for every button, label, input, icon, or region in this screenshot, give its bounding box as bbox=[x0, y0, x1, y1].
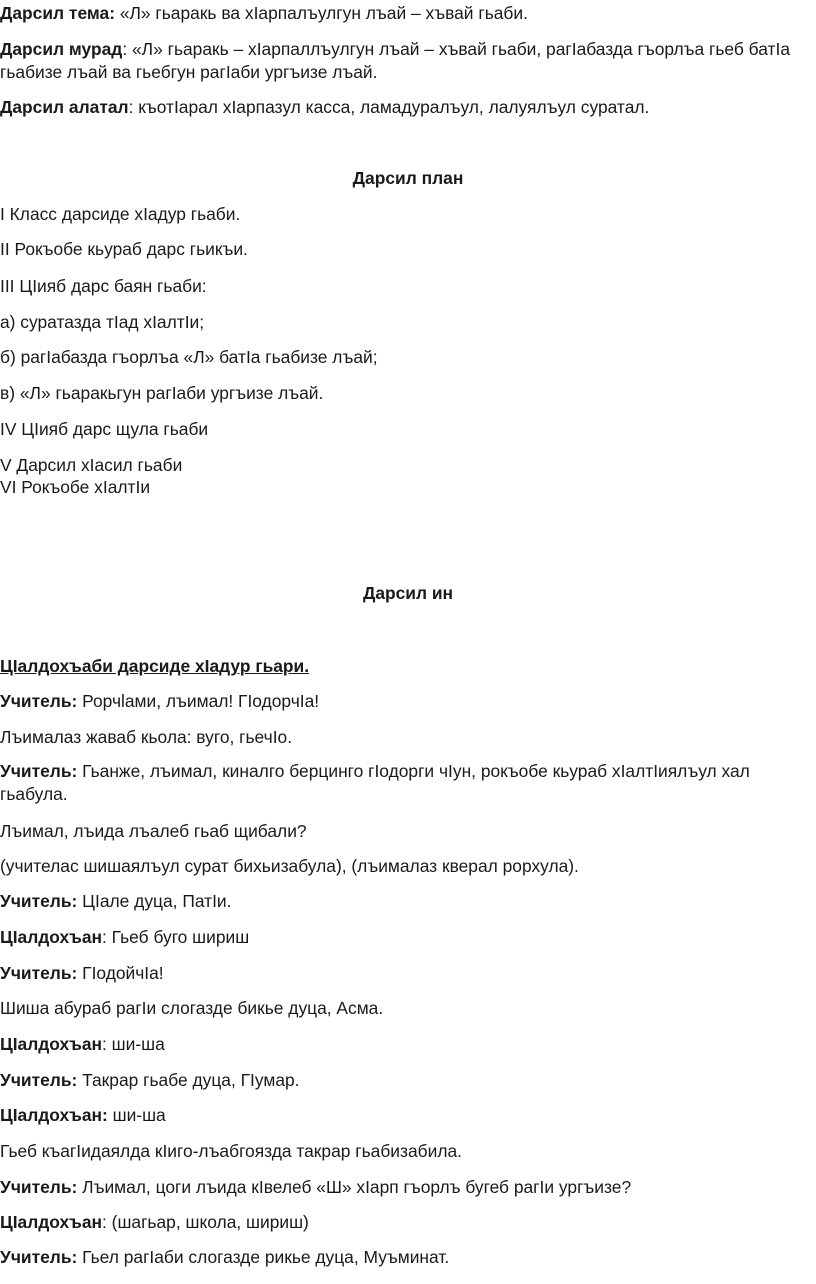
dialogue-text: ГIодойчIа! bbox=[77, 963, 164, 983]
equipment-label: Дарсил алатал bbox=[0, 97, 129, 117]
plan-item: VI Рокъобе хIалтIи bbox=[0, 477, 151, 497]
section-heading-text: ЦIалдохъаби дарсиде хIадур гьари. bbox=[0, 656, 310, 676]
speaker-label: Учитель: bbox=[0, 1070, 78, 1090]
dialogue-line bbox=[0, 926, 249, 948]
dialogue-line bbox=[0, 820, 307, 842]
dialogue-text: Гьанже, лъимал, киналго берцинго гIодорги чIун, рокъобе кьураб хIалтIиялъул хал гьабула. bbox=[0, 761, 750, 804]
dialogue-text: : ши-ша bbox=[102, 1034, 165, 1054]
lesson-title: Дарсил ин bbox=[362, 583, 454, 603]
topic-line bbox=[0, 2, 528, 24]
dialogue-text: Гьел рагIаби слогазде рикье дуца, Муъминат. bbox=[77, 1247, 450, 1267]
dialogue-text: ши-ша bbox=[107, 1105, 166, 1125]
plan-item: а) суратазда тIад хIалтIи; bbox=[0, 312, 205, 332]
speaker-label: Учитель: bbox=[0, 963, 78, 983]
dialogue-line bbox=[0, 690, 319, 712]
dialogue-text: Рорчlами, лъимал! ГIодорчIа! bbox=[77, 691, 320, 711]
dialogue-line bbox=[0, 1140, 462, 1162]
dialogue-text: Лъимал, цоги лъида кIвелеб «Ш» хIарп гъорлъ бугеб рагIи ургъизе? bbox=[77, 1177, 632, 1197]
plan-title: Дарсил план bbox=[352, 168, 464, 188]
goal-label: Дарсил мурад bbox=[0, 39, 123, 59]
dialogue-text: (учителас шишаялъул сурат бихьизабула), (лъималаз кверал рорхула). bbox=[0, 856, 579, 876]
dialogue-line bbox=[0, 1211, 309, 1233]
equipment-text: : къотIарал хIарпазул касса, ламадуралъул, лалуялъул суратал. bbox=[128, 97, 650, 117]
speaker-label: Учитель: bbox=[0, 1247, 78, 1267]
dialogue-line bbox=[0, 890, 231, 912]
equipment-line bbox=[0, 96, 649, 118]
plan-item: III ЦIияб дарс баян гьаби: bbox=[0, 276, 207, 296]
speaker-label: ЦIалдохъан bbox=[0, 927, 103, 947]
speaker-label: ЦIалдохъан: bbox=[0, 1105, 108, 1125]
dialogue-line bbox=[0, 1033, 165, 1055]
speaker-label: ЦIалдохъан bbox=[0, 1034, 103, 1054]
plan-item: II Рокъобе кьураб дарс гьикъи. bbox=[0, 239, 248, 259]
dialogue-line bbox=[0, 997, 383, 1019]
speaker-label: Учитель: bbox=[0, 1177, 78, 1197]
dialogue-text: ЦIале дуца, ПатIи. bbox=[77, 891, 232, 911]
dialogue-text: Лъимал, лъида лъалеб гьаб щибали? bbox=[0, 821, 307, 841]
dialogue-line bbox=[0, 1176, 631, 1198]
dialogue-text: Такрар гьабе дуца, ГIумар. bbox=[77, 1070, 300, 1090]
goal-text: : «Л» гьаракь – хIарпаллъулгун лъай – хъвай гьаби, рагIабазда гъорлъа гьеб батIа гьабизе лъай ва гьебгун рагIаби ургъизе лъай. bbox=[0, 39, 790, 82]
dialogue-line bbox=[0, 855, 579, 877]
dialogue-text: Гьеб къагIидаялда кIиго-лъабгоязда такрар гьабизабила. bbox=[0, 1141, 462, 1161]
plan-item: V Дарсил хIасил гьаби bbox=[0, 455, 183, 475]
dialogue-text: : Гьеб буго шириш bbox=[102, 927, 250, 947]
dialogue-line bbox=[0, 1246, 449, 1268]
plan-item: в) «Л» гьаракьгун рагIаби ургъизе лъай. bbox=[0, 383, 324, 403]
speaker-label: Учитель: bbox=[0, 891, 78, 911]
plan-item: IV ЦIияб дарс щула гьаби bbox=[0, 419, 209, 439]
plan-item: б) рагIабазда гъорлъа «Л» батIа гьабизе лъай; bbox=[0, 347, 378, 367]
dialogue-line bbox=[0, 962, 164, 984]
dialogue-text: : (шагьар, школа, шириш) bbox=[102, 1212, 309, 1232]
dialogue-line bbox=[0, 1069, 300, 1091]
topic-text: «Л» гьаракь ва хIарпалъулгун лъай – хъвай гьаби. bbox=[114, 3, 528, 23]
speaker-label: Учитель: bbox=[0, 691, 78, 711]
topic-label: Дарсил тема: bbox=[0, 3, 115, 23]
dialogue-line bbox=[0, 1104, 166, 1126]
plan-item: I Класс дарсиде хIадур гьаби. bbox=[0, 204, 241, 224]
dialogue-line bbox=[0, 760, 800, 806]
dialogue-text: Шиша абураб рагIи слогазде бикье дуца, Асма. bbox=[0, 998, 384, 1018]
dialogue-text: Лъималаз жаваб кьола: вуго, гьечIо. bbox=[0, 727, 293, 747]
speaker-label: ЦIалдохъан bbox=[0, 1212, 103, 1232]
section-heading bbox=[0, 655, 309, 677]
dialogue-line bbox=[0, 726, 292, 748]
goal-line bbox=[0, 38, 806, 84]
speaker-label: Учитель: bbox=[0, 761, 78, 781]
